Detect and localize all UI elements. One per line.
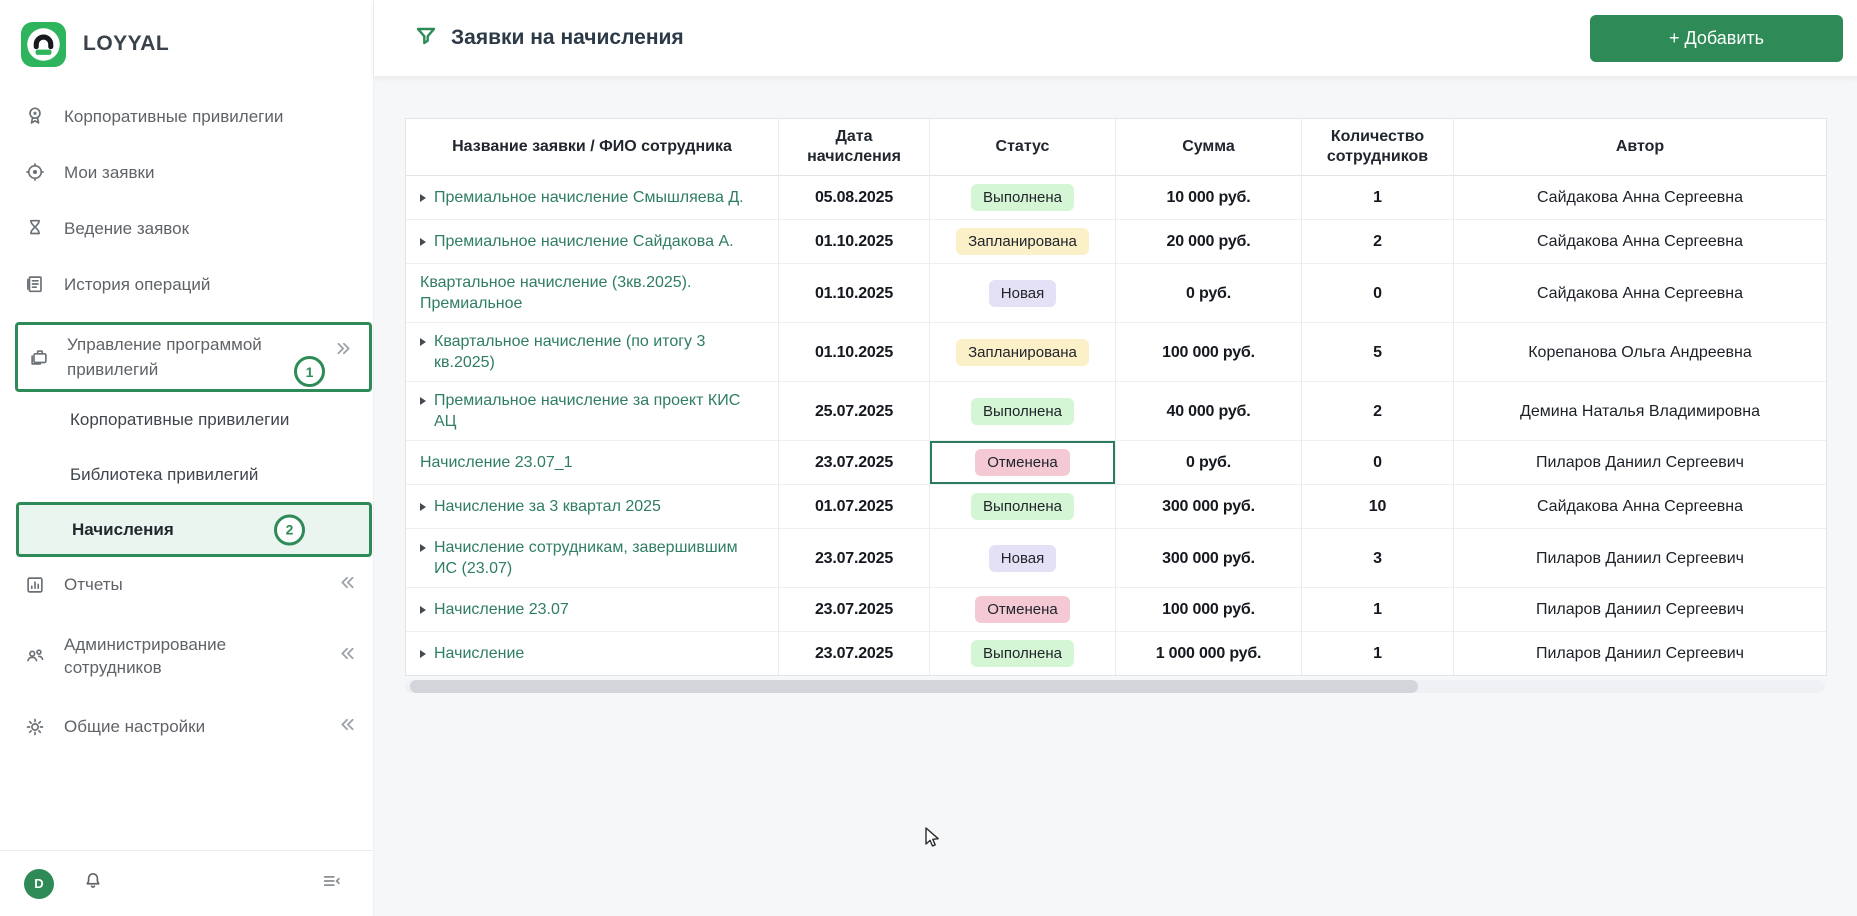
column-header: Сумма — [1115, 119, 1301, 176]
accruals-table — [405, 118, 1827, 676]
brand-logo[interactable] — [0, 0, 373, 88]
user-avatar[interactable]: D — [24, 869, 54, 899]
status-badge: Выполнена — [971, 640, 1074, 667]
request-name-link[interactable]: Начисление за 3 квартал 2025 — [434, 498, 661, 515]
expand-row-icon[interactable] — [420, 238, 434, 246]
table-row[interactable] — [406, 263, 1826, 322]
request-name-cell — [406, 440, 778, 484]
status-badge: Запланирована — [956, 339, 1089, 366]
page-title: Заявки на начисления — [451, 26, 684, 49]
expand-row-icon[interactable] — [420, 397, 434, 405]
request-name-cell — [406, 322, 778, 381]
collapse-chevrons-icon[interactable] — [338, 644, 357, 668]
status-cell[interactable] — [929, 322, 1115, 381]
status-cell[interactable] — [929, 631, 1115, 675]
target-icon — [24, 161, 46, 183]
employee-count-cell: 1 — [1301, 176, 1453, 219]
accrual-date-cell: 01.07.2025 — [778, 484, 929, 528]
people-icon — [24, 645, 46, 667]
gear-icon — [24, 716, 46, 738]
status-cell[interactable] — [929, 263, 1115, 322]
accrual-date-cell: 05.08.2025 — [778, 176, 929, 219]
accrual-date-cell: 23.07.2025 — [778, 631, 929, 675]
status-badge: Новая — [989, 280, 1056, 307]
horizontal-scrollbar[interactable] — [405, 680, 1825, 693]
expand-row-icon[interactable] — [420, 650, 434, 658]
amount-cell: 300 000 руб. — [1115, 484, 1301, 528]
sidebar-item-label: Управление программой привилегий — [67, 335, 262, 379]
employee-count-cell: 1 — [1301, 631, 1453, 675]
table-row[interactable] — [406, 528, 1826, 587]
sidebar-item-corporate-privileges[interactable] — [0, 88, 373, 144]
employee-count-cell: 2 — [1301, 381, 1453, 440]
request-name-link[interactable]: Начисление сотрудникам, завершившим ИС (23.07) — [434, 539, 738, 577]
journal-icon — [24, 273, 46, 295]
table-row[interactable] — [406, 176, 1826, 219]
author-cell: Пиларов Даниил Сергеевич — [1453, 440, 1826, 484]
sidebar-item-reports[interactable] — [0, 557, 373, 612]
author-cell: Пиларов Даниил Сергеевич — [1453, 587, 1826, 631]
author-cell: Пиларов Даниил Сергеевич — [1453, 528, 1826, 587]
sidebar-subitem-label: Библиотека привилегий — [70, 464, 259, 484]
employee-count-cell: 0 — [1301, 263, 1453, 322]
table-row[interactable] — [406, 484, 1826, 528]
request-name-cell — [406, 528, 778, 587]
column-header: Название заявки / ФИО сотрудника — [406, 119, 778, 176]
status-cell[interactable] — [929, 176, 1115, 219]
sidebar-item-label: Общие настройки — [64, 717, 206, 736]
amount-cell: 100 000 руб. — [1115, 587, 1301, 631]
request-name-cell — [406, 219, 778, 263]
status-badge: Отменена — [975, 596, 1069, 623]
table-row[interactable] — [406, 631, 1826, 675]
accrual-date-cell: 23.07.2025 — [778, 528, 929, 587]
employee-count-cell: 1 — [1301, 587, 1453, 631]
author-cell: Сайдакова Анна Сергеевна — [1453, 219, 1826, 263]
table-row[interactable] — [406, 440, 1826, 484]
status-cell[interactable] — [929, 381, 1115, 440]
request-name-link[interactable]: Начисление 23.07_1 — [420, 454, 573, 471]
request-name-link[interactable]: Премиальное начисление за проект КИС АЦ — [434, 392, 741, 430]
sidebar-footer — [0, 850, 373, 916]
horizontal-scrollbar-thumb[interactable] — [410, 680, 1418, 693]
status-badge: Запланирована — [956, 228, 1089, 255]
expand-row-icon[interactable] — [420, 544, 434, 552]
amount-cell: 0 руб. — [1115, 440, 1301, 484]
status-badge: Выполнена — [971, 184, 1074, 211]
page-header — [374, 0, 1857, 76]
author-cell: Демина Наталья Владимировна — [1453, 381, 1826, 440]
sidebar-subitem-corporate-privileges[interactable] — [0, 392, 373, 447]
table-row[interactable] — [406, 219, 1826, 263]
expand-row-icon[interactable] — [420, 338, 434, 346]
sidebar-subitem-accruals-selected[interactable] — [16, 502, 372, 557]
sidebar-item-label: Мои заявки — [64, 162, 155, 182]
filter-funnel-icon[interactable] — [414, 24, 438, 53]
request-name-link[interactable]: Премиальное начисление Смышляева Д. — [434, 189, 744, 206]
status-badge: Выполнена — [971, 398, 1074, 425]
status-cell[interactable] — [929, 219, 1115, 263]
hourglass-icon — [24, 217, 46, 239]
accrual-date-cell: 23.07.2025 — [778, 587, 929, 631]
sidebar-item-program-management[interactable] — [15, 322, 372, 392]
request-name-cell — [406, 176, 778, 219]
table-row[interactable] — [406, 381, 1826, 440]
status-cell[interactable] — [929, 484, 1115, 528]
notifications-bell-icon[interactable] — [82, 870, 104, 897]
status-cell-focused[interactable] — [929, 440, 1115, 484]
accrual-date-cell: 01.10.2025 — [778, 219, 929, 263]
sidebar-subitem-label: Корпоративные привилегии — [70, 409, 290, 429]
expand-row-icon[interactable] — [420, 194, 434, 202]
brand-name: LOYYAL — [83, 32, 170, 55]
collapse-chevrons-icon[interactable] — [338, 715, 357, 739]
author-cell: Корепанова Ольга Андреевна — [1453, 322, 1826, 381]
briefcase-icon — [28, 346, 50, 368]
request-name-link[interactable]: Квартальное начисление (по итогу 3 кв.2025) — [434, 333, 706, 371]
status-badge: Новая — [989, 545, 1056, 572]
status-cell[interactable] — [929, 528, 1115, 587]
table-row[interactable] — [406, 587, 1826, 631]
status-badge: Отменена — [975, 449, 1069, 476]
add-button[interactable]: + Добавить — [1590, 15, 1843, 62]
table-row[interactable] — [406, 322, 1826, 381]
amount-cell: 10 000 руб. — [1115, 176, 1301, 219]
collapse-sidebar-icon[interactable] — [321, 870, 343, 897]
accrual-date-cell: 23.07.2025 — [778, 440, 929, 484]
sidebar-item-general-settings[interactable] — [0, 700, 373, 753]
amount-cell: 100 000 руб. — [1115, 322, 1301, 381]
sidebar-subitem-privilege-library[interactable] — [0, 447, 373, 502]
amount-cell: 300 000 руб. — [1115, 528, 1301, 587]
request-name-link[interactable]: Премиальное начисление Сайдакова А. — [434, 233, 734, 250]
sidebar-subitem-label: Начисления — [72, 519, 174, 539]
employee-count-cell: 0 — [1301, 440, 1453, 484]
request-name-link[interactable]: Начисление 23.07 — [434, 601, 569, 618]
report-icon — [24, 574, 46, 596]
request-name-link[interactable]: Квартальное начисление (3кв.2025). Премиальное — [420, 274, 692, 312]
amount-cell: 0 руб. — [1115, 263, 1301, 322]
loyyal-logo-icon — [20, 21, 67, 68]
employee-count-cell: 2 — [1301, 219, 1453, 263]
request-name-link[interactable]: Начисление — [434, 645, 525, 662]
author-cell: Пиларов Даниил Сергеевич — [1453, 631, 1826, 675]
step-badge-1: 1 — [294, 356, 325, 387]
collapse-chevrons-icon[interactable] — [338, 573, 357, 597]
sidebar-item-label: Корпоративные привилегии — [64, 106, 284, 126]
employee-count-cell: 5 — [1301, 322, 1453, 381]
sidebar-item-employee-administration[interactable] — [0, 612, 373, 700]
column-header: Автор — [1453, 119, 1826, 176]
sidebar-item-label: Ведение заявок — [64, 218, 190, 238]
accrual-date-cell: 25.07.2025 — [778, 381, 929, 440]
award-icon — [24, 105, 46, 127]
amount-cell: 1 000 000 руб. — [1115, 631, 1301, 675]
column-header: Дата начисления — [778, 119, 929, 176]
expand-row-icon[interactable] — [420, 503, 434, 511]
request-name-cell — [406, 587, 778, 631]
amount-cell: 40 000 руб. — [1115, 381, 1301, 440]
amount-cell: 20 000 руб. — [1115, 219, 1301, 263]
accrual-date-cell: 01.10.2025 — [778, 322, 929, 381]
status-badge: Выполнена — [971, 493, 1074, 520]
employee-count-cell: 10 — [1301, 484, 1453, 528]
sidebar-item-request-management[interactable] — [0, 200, 373, 256]
sidebar-item-operations-history[interactable] — [0, 256, 373, 312]
table-header — [406, 119, 1826, 176]
sidebar-item-label: История операций — [64, 274, 211, 294]
accrual-date-cell: 01.10.2025 — [778, 263, 929, 322]
column-header: Количество сотрудников — [1301, 119, 1453, 176]
expand-row-icon[interactable] — [420, 606, 434, 614]
content-area — [374, 76, 1857, 693]
status-cell[interactable] — [929, 587, 1115, 631]
request-name-cell — [406, 631, 778, 675]
column-header: Статус — [929, 119, 1115, 176]
employee-count-cell: 3 — [1301, 528, 1453, 587]
sidebar-item-label: Отчеты — [64, 575, 123, 594]
author-cell: Сайдакова Анна Сергеевна — [1453, 176, 1826, 219]
request-name-cell — [406, 381, 778, 440]
sidebar — [0, 0, 374, 916]
request-name-cell — [406, 263, 778, 322]
sidebar-item-my-requests[interactable] — [0, 144, 373, 200]
expand-chevrons-icon[interactable] — [334, 339, 353, 363]
author-cell: Сайдакова Анна Сергеевна — [1453, 484, 1826, 528]
sidebar-item-label: Администрирование сотрудников — [64, 635, 227, 677]
author-cell: Сайдакова Анна Сергеевна — [1453, 263, 1826, 322]
step-badge-2: 2 — [274, 514, 305, 545]
request-name-cell — [406, 484, 778, 528]
main-area — [374, 0, 1857, 916]
